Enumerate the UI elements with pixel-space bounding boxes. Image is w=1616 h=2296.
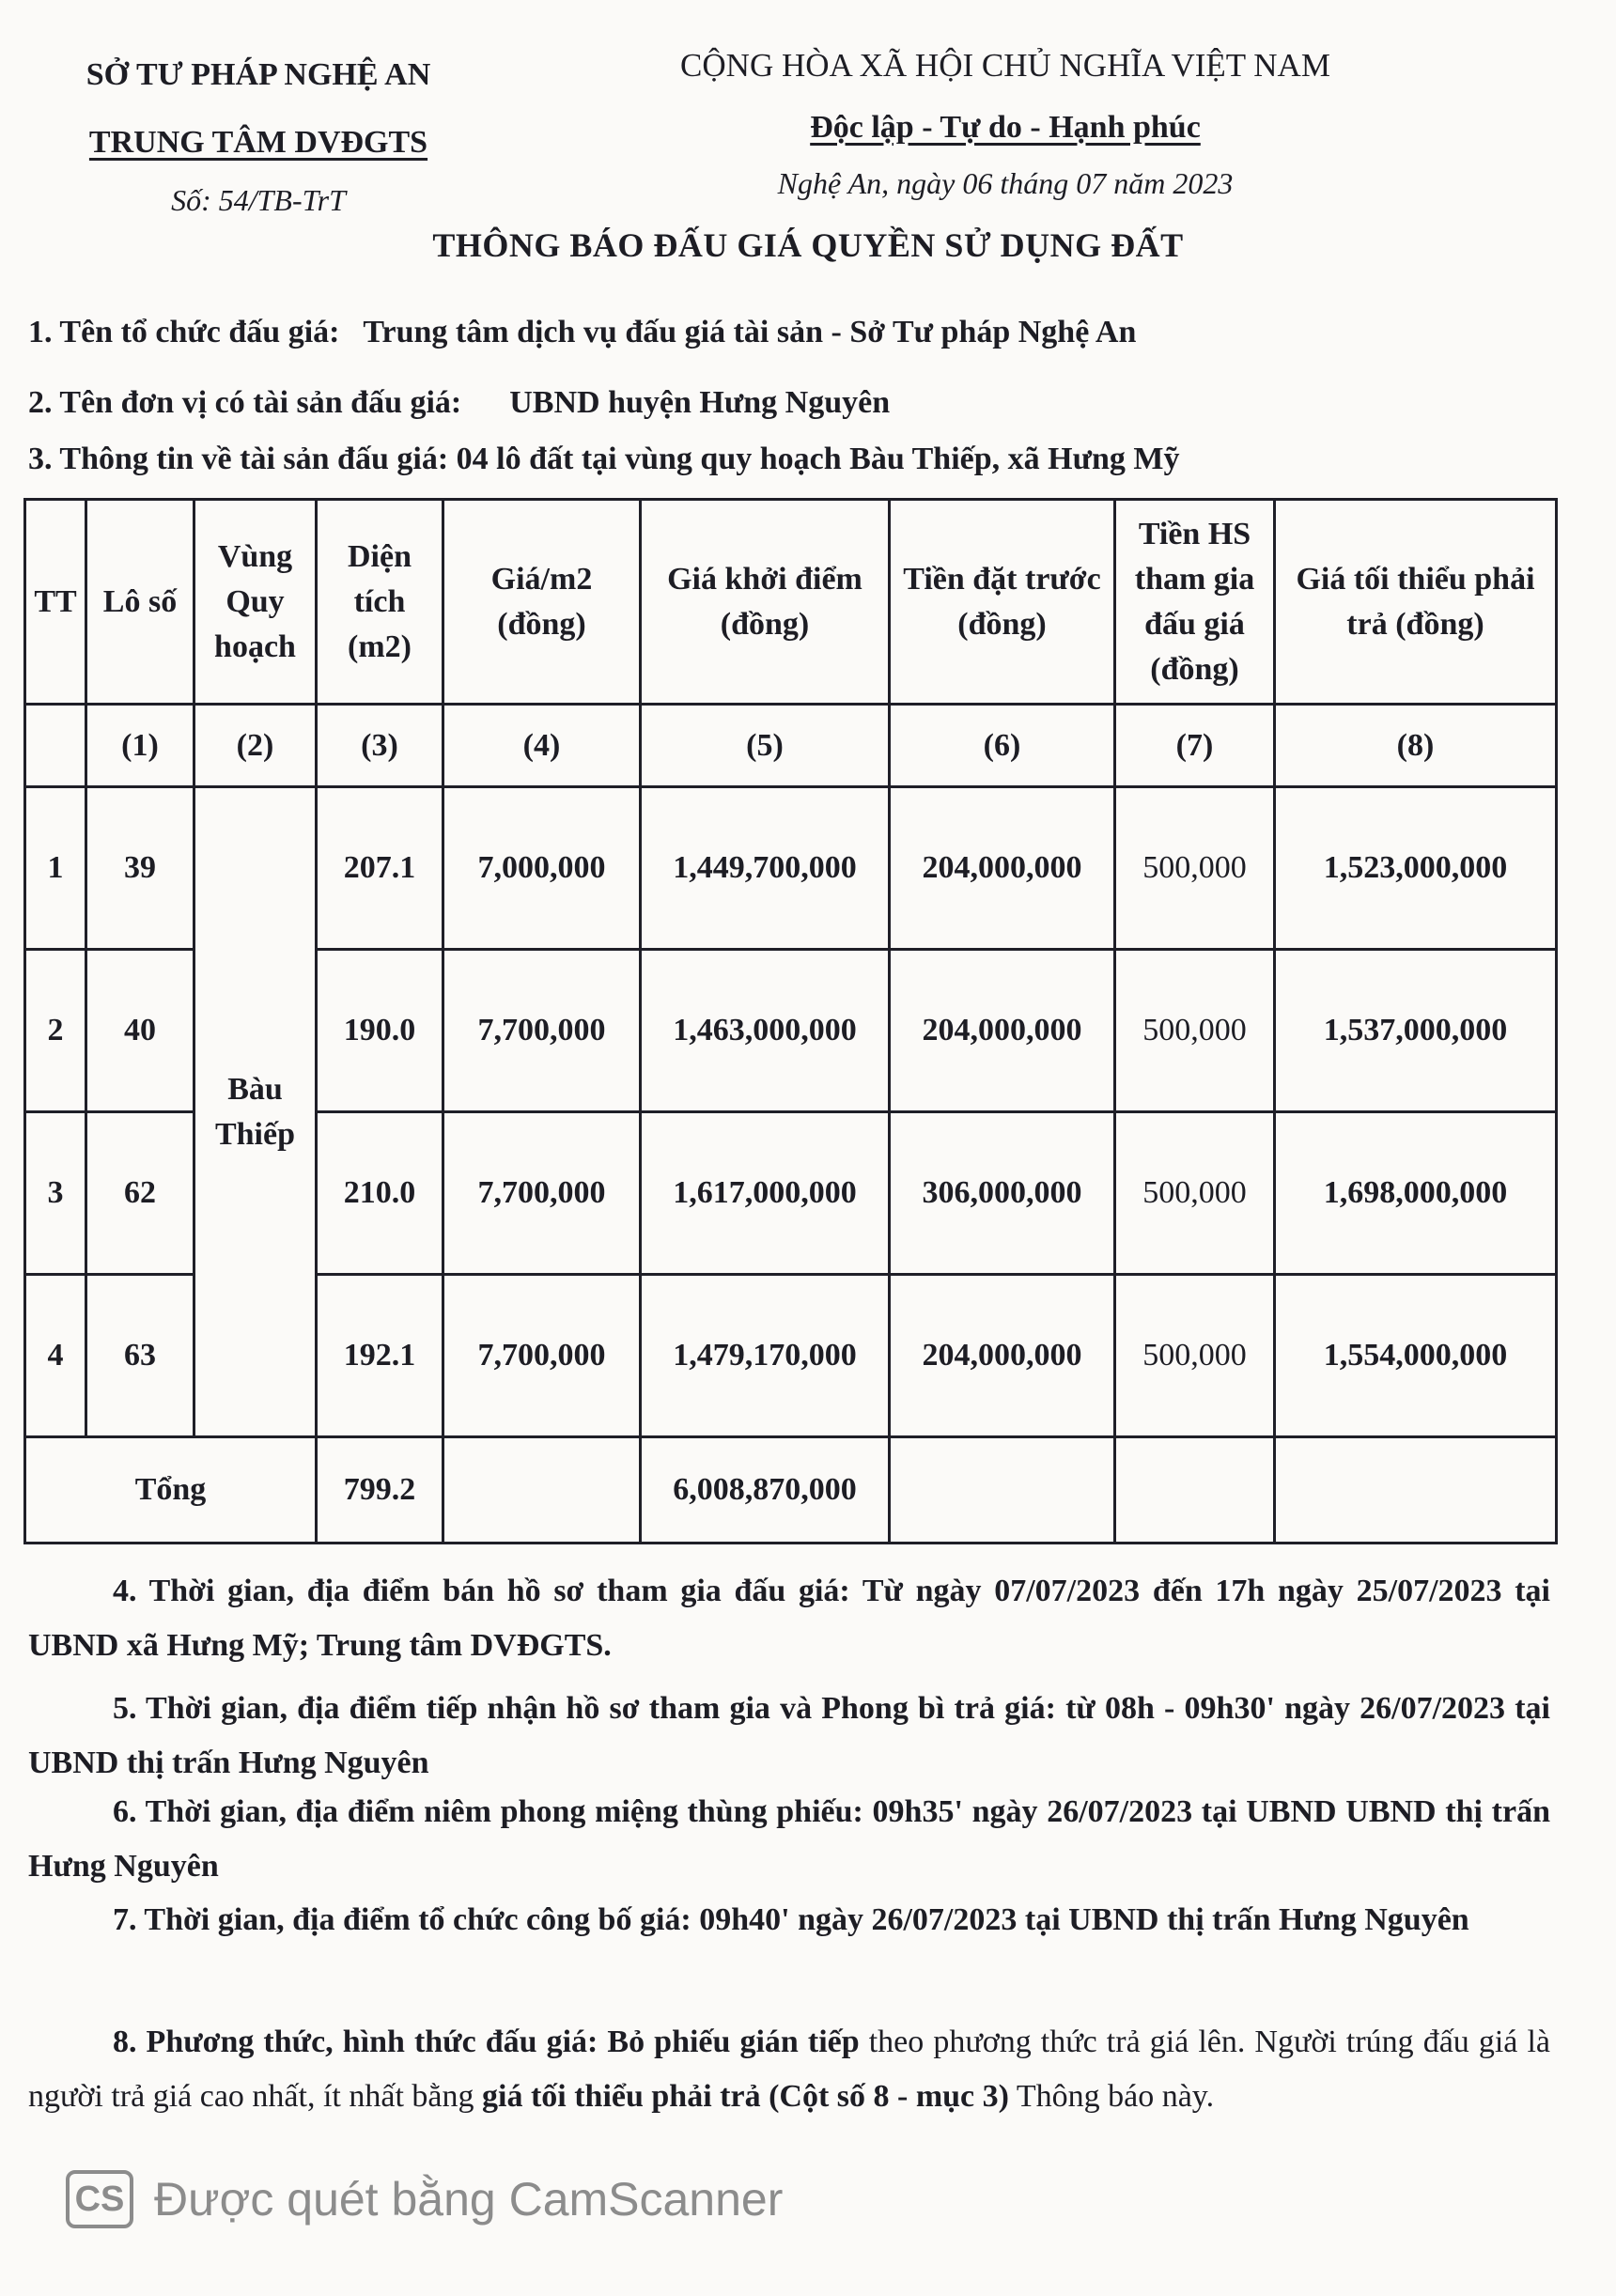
watermark-text: Được quét bằng CamScanner: [154, 2173, 784, 2226]
total-row: [25, 1437, 1557, 1544]
cell-tt: 3: [25, 1112, 86, 1275]
cell-lot: 39: [86, 787, 194, 950]
paragraph-text: theo phương thức trả giá lên. Người trúng đấu giá là người trả giá cao nhất, ít nhất bằng: [28, 2025, 1550, 2114]
place-date: Nghệ An, ngày 06 tháng 07 năm 2023: [777, 166, 1234, 200]
paragraph-text: 4. Thời gian, địa điểm bán hồ sơ tham gia đấu giá: Từ ngày 07/07/2023 đến 17h ngày 25/07/2023 tại UBND xã Hưng Mỹ; Trung tâm DVĐGTS.: [28, 1574, 1550, 1663]
cell-lot: 62: [86, 1112, 194, 1275]
total-blank: [443, 1437, 641, 1544]
cell-area: 190.0: [317, 950, 443, 1112]
cell-price-m2: 7,700,000: [443, 1275, 641, 1437]
cell-min-price: 1,537,000,000: [1275, 950, 1557, 1112]
col-number: (8): [1275, 705, 1557, 787]
cell-min-price: 1,554,000,000: [1275, 1275, 1557, 1437]
header-right: [639, 42, 1372, 201]
paragraph-text: 5. Thời gian, địa điểm tiếp nhận hồ sơ tham gia và Phong bì trả giá: từ 08h - 09h30' ngày 26/07/2023 tại UBND thị trấn Hưng Nguyên: [28, 1691, 1550, 1780]
cell-deposit: 204,000,000: [890, 1275, 1115, 1437]
total-label: Tổng: [25, 1437, 317, 1544]
camscanner-watermark: [66, 2170, 783, 2228]
cell-fee: 500,000: [1115, 1275, 1275, 1437]
paragraph-8: [28, 2015, 1550, 2124]
total-blank: [1115, 1437, 1275, 1544]
header-zone: Vùng Quy hoạch: [194, 500, 317, 705]
asset-table: [23, 498, 1558, 1544]
total-blank: [890, 1437, 1115, 1544]
header-fee: Tiền HS tham gia đấu giá (đồng): [1115, 500, 1275, 705]
cell-fee: 500,000: [1115, 950, 1275, 1112]
cell-min-price: 1,698,000,000: [1275, 1112, 1557, 1275]
header-tt: TT: [25, 500, 86, 705]
info-label: 1. Tên tổ chức đấu giá:: [28, 315, 340, 349]
cell-start-price: 1,617,000,000: [641, 1112, 890, 1275]
header-start-price: Giá khởi điểm (đồng): [641, 500, 890, 705]
info-owner: [28, 385, 890, 421]
cell-deposit: 306,000,000: [890, 1112, 1115, 1275]
info-organizer: [28, 315, 1136, 350]
col-number-blank: [25, 705, 86, 787]
header-left: [38, 52, 479, 218]
total-area: 799.2: [317, 1437, 443, 1544]
info-label: 3. Thông tin về tài sản đấu giá:: [28, 442, 449, 476]
paragraph-6: [28, 1785, 1550, 1894]
col-number: (3): [317, 705, 443, 787]
cell-lot: 63: [86, 1275, 194, 1437]
table-row: [25, 787, 1557, 950]
cell-fee: 500,000: [1115, 1112, 1275, 1275]
zone-label: Bàu Thiếp: [214, 1071, 296, 1152]
cell-lot: 40: [86, 950, 194, 1112]
col-number: (7): [1115, 705, 1275, 787]
cell-start-price: 1,449,700,000: [641, 787, 890, 950]
info-asset: [28, 442, 1180, 477]
cell-start-price: 1,463,000,000: [641, 950, 890, 1112]
ministry-name: SỞ TƯ PHÁP NGHỆ AN: [85, 57, 431, 92]
total-start-price: 6,008,870,000: [641, 1437, 890, 1544]
cell-tt: 4: [25, 1275, 86, 1437]
total-blank: [1275, 1437, 1557, 1544]
cell-tt: 2: [25, 950, 86, 1112]
center-name: TRUNG TÂM DVĐGTS: [88, 125, 428, 160]
document-title: THÔNG BÁO ĐẤU GIÁ QUYỀN SỬ DỤNG ĐẤT: [432, 226, 1184, 264]
document-number: Số: 54/TB-TrT: [171, 183, 346, 217]
header-deposit: Tiền đặt trước (đồng): [890, 500, 1115, 705]
cell-price-m2: 7,700,000: [443, 950, 641, 1112]
paragraph-text-bold: 8. Phương thức, hình thức đấu giá: Bỏ phiếu gián tiếp: [113, 2025, 860, 2059]
col-number: (6): [890, 705, 1115, 787]
paragraph-7: [28, 1893, 1550, 1947]
paragraph-text: Thông báo này.: [1008, 2079, 1215, 2114]
header-price-m2: Giá/m2 (đồng): [443, 500, 641, 705]
cell-deposit: 204,000,000: [890, 950, 1115, 1112]
info-value: Trung tâm dịch vụ đấu giá tài sản - Sở Tư pháp Nghệ An: [363, 315, 1137, 349]
paragraph-text: 7. Thời gian, địa điểm tổ chức công bố giá: 09h40' ngày 26/07/2023 tại UBND thị trấn Hưng Nguyên: [113, 1902, 1469, 1937]
header-min-price: Giá tối thiểu phải trả (đồng): [1275, 500, 1557, 705]
info-value: UBND huyện Hưng Nguyên: [509, 385, 891, 420]
info-label: 2. Tên đơn vị có tài sản đấu giá:: [28, 385, 462, 420]
cell-area: 192.1: [317, 1275, 443, 1437]
info-value: 04 lô đất tại vùng quy hoạch Bàu Thiếp, xã Hưng Mỹ: [456, 442, 1180, 476]
cell-deposit: 204,000,000: [890, 787, 1115, 950]
national-motto: Độc lập - Tự do - Hạnh phúc: [810, 110, 1201, 145]
cell-area: 210.0: [317, 1112, 443, 1275]
paragraph-4: [28, 1564, 1550, 1673]
cell-min-price: 1,523,000,000: [1275, 787, 1557, 950]
country-name: CỘNG HÒA XÃ HỘI CHỦ NGHĨA VIỆT NAM: [680, 47, 1330, 84]
col-number: (2): [194, 705, 317, 787]
cell-tt: 1: [25, 787, 86, 950]
header-area: Diện tích (m2): [317, 500, 443, 705]
cell-start-price: 1,479,170,000: [641, 1275, 890, 1437]
cell-price-m2: 7,000,000: [443, 787, 641, 950]
camscanner-logo-icon: CS: [66, 2170, 133, 2228]
paragraph-text-bold: giá tối thiểu phải trả (Cột số 8 - mục 3): [482, 2079, 1009, 2114]
cell-area: 207.1: [317, 787, 443, 950]
cell-zone: [194, 787, 317, 1437]
cell-price-m2: 7,700,000: [443, 1112, 641, 1275]
col-number: (4): [443, 705, 641, 787]
col-number: (1): [86, 705, 194, 787]
paragraph-text: 6. Thời gian, địa điểm niêm phong miệng thùng phiếu: 09h35' ngày 26/07/2023 tại UBND UBND thị trấn Hưng Nguyên: [28, 1794, 1550, 1884]
header-lot: Lô số: [86, 500, 194, 705]
paragraph-5: [28, 1682, 1550, 1791]
col-number: (5): [641, 705, 890, 787]
cell-fee: 500,000: [1115, 787, 1275, 950]
